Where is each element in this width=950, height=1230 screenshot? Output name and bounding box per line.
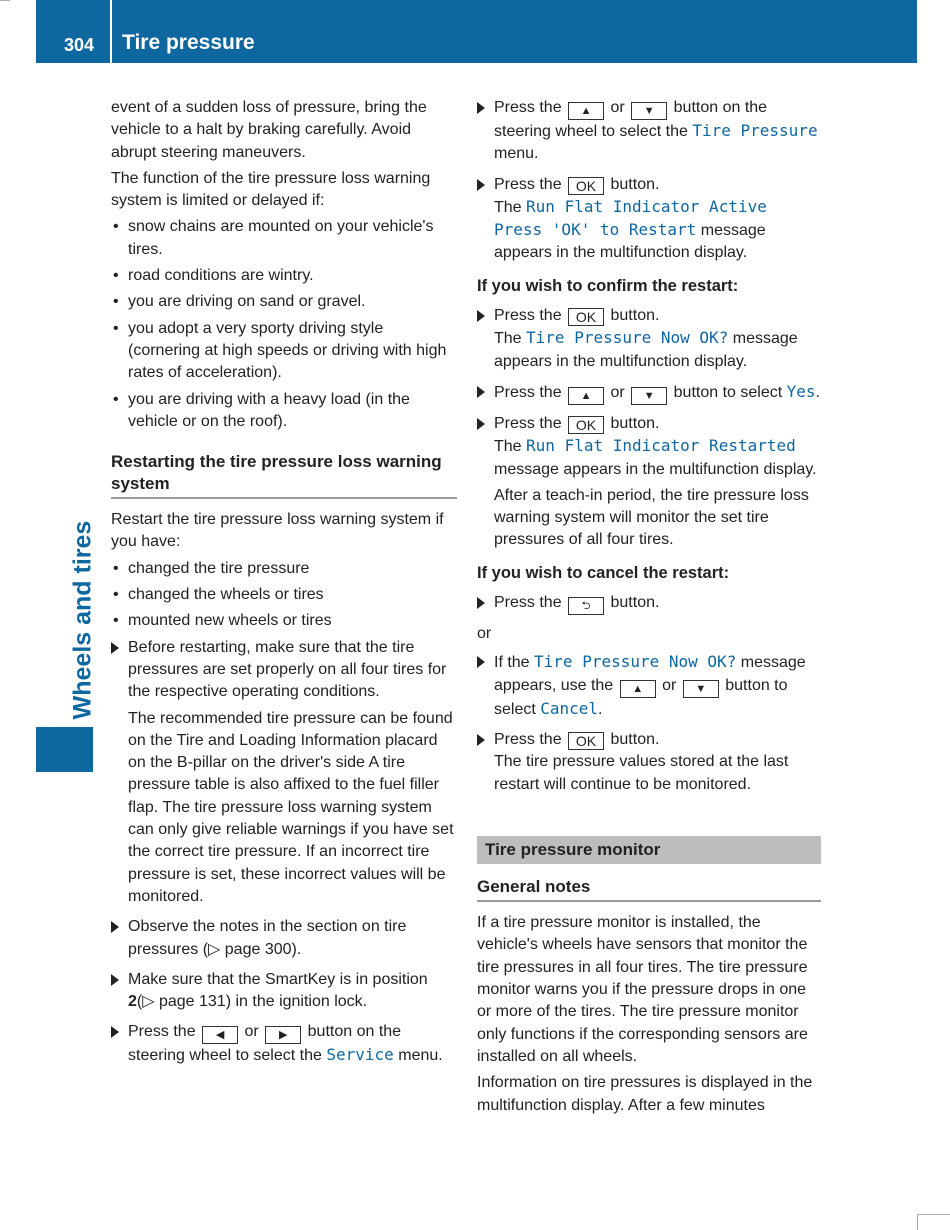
or-separator: or [477,625,492,643]
step-arrow-icon [111,921,119,933]
section-bar-tire-pressure-monitor: Tire pressure monitor [477,836,821,864]
up-arrow-button-icon: ▲ [568,102,604,120]
step-arrow-icon [111,642,119,654]
step-text-part: message appears in the multifunction display. [494,460,817,478]
step-item [477,381,821,405]
step-text: Observe the notes in the section on tire pressures (▷ page 300). [128,918,407,958]
header-separator [110,0,112,63]
or-text: or [610,99,625,116]
display-text-service: Service [326,1045,394,1065]
step-item [477,651,821,721]
section-side-label: Wheels and tires [68,520,97,720]
list-item: • changed the wheels or tires [111,584,457,606]
section-heading-restart: Restarting the tire pressure loss warning system [111,451,457,499]
step-text-part: message appears in the multifunction display. [494,330,798,370]
step-text-part: menu. [398,1047,443,1065]
step-arrow-icon [477,734,485,746]
step-arrow-icon [477,656,485,668]
page-header [36,0,917,63]
step-text-part: message appears in the multifunction display. [494,222,766,262]
display-text-run-flat-active: Run Flat Indicator Active Press 'OK' to Restart [494,196,767,240]
step-text-part: button. [610,175,660,193]
ok-button-icon: OK [568,177,604,195]
list-item: • snow chains are mounted on your vehicle's tires. [111,216,457,261]
step-text-part: If the [494,654,530,672]
display-text-yes: Yes [786,381,816,401]
down-arrow-button-icon: ▼ [683,680,719,698]
step-text-part: Press the [494,175,562,193]
step-text-part: The tire pressure values stored at the last restart will continue to be monitored. [494,753,789,793]
step-text-part: button. [610,594,660,612]
step-item [477,305,821,373]
step-item [111,1021,457,1067]
step-text-part: Press the [494,730,562,748]
down-arrow-button-icon: ▼ [631,102,667,120]
step-text-part: menu. [494,145,539,163]
ok-button-icon: OK [568,416,604,434]
display-text-now-ok: Tire Pressure Now OK? [526,328,729,348]
paragraph: Restart the tire pressure loss warning system if you have: [111,511,444,551]
list-item: • road conditions are wintry. [111,265,457,287]
or-text: or [244,1023,259,1041]
step-text-part: button to select [673,383,783,401]
step-text-part: button. [610,414,660,432]
step-text [494,413,821,481]
paragraph: If a tire pressure monitor is installed, the vehicle's wheels have sensors that monitor the tire pressures in all four tires. The tire pressure monitor warns you if the pressure drops in one or more of the tires. The tire pressure monitor only functions if the corresponding sensors are installed on all wheels. [477,914,808,1065]
step-item [477,592,821,615]
page-number: 304 [64,35,95,55]
step-text-part: button. [610,307,660,325]
or-text: or [610,383,625,401]
left-column [111,97,457,1076]
step-item [477,174,821,265]
step-text-part: button. [610,730,660,748]
step-text [494,651,821,721]
step-item [111,916,457,961]
step-arrow-icon [477,386,485,398]
step-text [128,969,457,1014]
step-item [477,97,821,166]
right-arrow-button-icon: ▶ [265,1026,301,1044]
crop-mark [0,0,10,1]
step-arrow-icon [111,974,119,986]
step-text-part: Press the [494,414,562,432]
step-item [477,729,821,796]
step-text-part: Press the [494,307,562,325]
step-text-part: Make sure that the SmartKey is in position [128,970,428,988]
step-text-part: button on the steering wheel to select the [128,1023,402,1065]
step-text [494,97,821,166]
step-text [494,174,821,265]
list-item: • you are driving on sand or gravel. [111,291,457,313]
step-text [128,1021,457,1067]
back-button-icon: ⮌ [568,597,604,615]
step-item [111,637,457,909]
step-text-part: Press the [494,99,562,116]
step-text-part: message appears, use the [494,654,806,694]
right-column [477,97,821,1121]
step-arrow-icon [477,310,485,322]
step-arrow-icon [477,102,485,114]
list-item: • you adopt a very sporty driving style (cornering at high speeds or driving with high rates of acceleration). [111,318,457,385]
or-text: or [662,676,677,694]
paragraph: The function of the tire pressure loss warning system is limited or delayed if: [111,169,431,210]
step-text-part: (▷ page 131) in the ignition lock. [136,993,368,1011]
step-text [494,729,821,796]
step-arrow-icon [477,597,485,609]
step-text-part: Press the [494,594,562,612]
up-arrow-button-icon: ▲ [620,680,656,698]
up-arrow-button-icon: ▲ [568,387,604,405]
step-text-part: . [598,700,603,718]
step-text-part: Press the [128,1023,196,1041]
section-heading-general-notes: General notes [477,876,821,902]
step-text-part: The [494,438,522,456]
step-text-part: The [494,330,522,348]
list-item: • mounted new wheels or tires [111,610,457,632]
down-arrow-button-icon: ▼ [631,387,667,405]
ok-button-icon: OK [568,308,604,326]
display-text-cancel: Cancel [540,698,599,718]
list-item: • changed the tire pressure [111,558,457,580]
step-text-part: The [494,198,522,216]
list-item: • you are driving with a heavy load (in the vehicle or on the roof). [111,389,457,434]
step-arrow-icon [477,418,485,430]
step-text-part: button on the steering wheel to select the [494,99,768,140]
chapter-title: Tire pressure [122,31,255,54]
step-text [494,305,821,373]
step-note: The recommended tire pressure can be found on the Tire and Loading Information placard on the B-pillar on the driver's side A tire pressure table is also affixed to the fuel filler flap. The tire pressure loss warning system can only give reliable warnings if you have set the correct tire pressure. If an incorrect tire pressure is set, these incorrect values will be monitored. [128,709,454,905]
subheading-confirm: If you wish to confirm the restart: [477,276,739,295]
step-arrow-icon [477,179,485,191]
crop-mark [917,1214,950,1230]
step-item [477,413,821,552]
side-tab-marker [36,727,93,772]
key-position: 2 [128,993,137,1011]
step-text-part: . [815,383,820,401]
subheading-cancel: If you wish to cancel the restart: [477,563,730,582]
paragraph: event of a sudden loss of pressure, bring the vehicle to a halt by braking carefully. Avoid abrupt steering maneuvers. [111,99,427,161]
paragraph: Information on tire pressures is displayed in the multifunction display. After a few minutes [477,1074,813,1114]
step-note: After a teach-in period, the tire pressure loss warning system will monitor the set tire pressures of all four tires. [494,486,809,549]
display-text-tire-pressure: Tire Pressure [692,121,818,140]
step-text-part: button to select [494,676,788,718]
step-arrow-icon [111,1026,119,1038]
left-arrow-button-icon: ◀ [202,1026,238,1044]
step-text-part: Press the [494,383,562,401]
step-text: Before restarting, make sure that the tire pressures are set properly on all four tires for the respective operating conditions. [128,638,447,701]
ok-button-icon: OK [568,732,604,750]
step-text [494,381,821,405]
step-item [111,969,457,1014]
display-text-now-ok: Tire Pressure Now OK? [534,652,737,672]
step-text [494,592,821,615]
display-text-run-flat-restarted: Run Flat Indicator Restarted [526,436,796,456]
